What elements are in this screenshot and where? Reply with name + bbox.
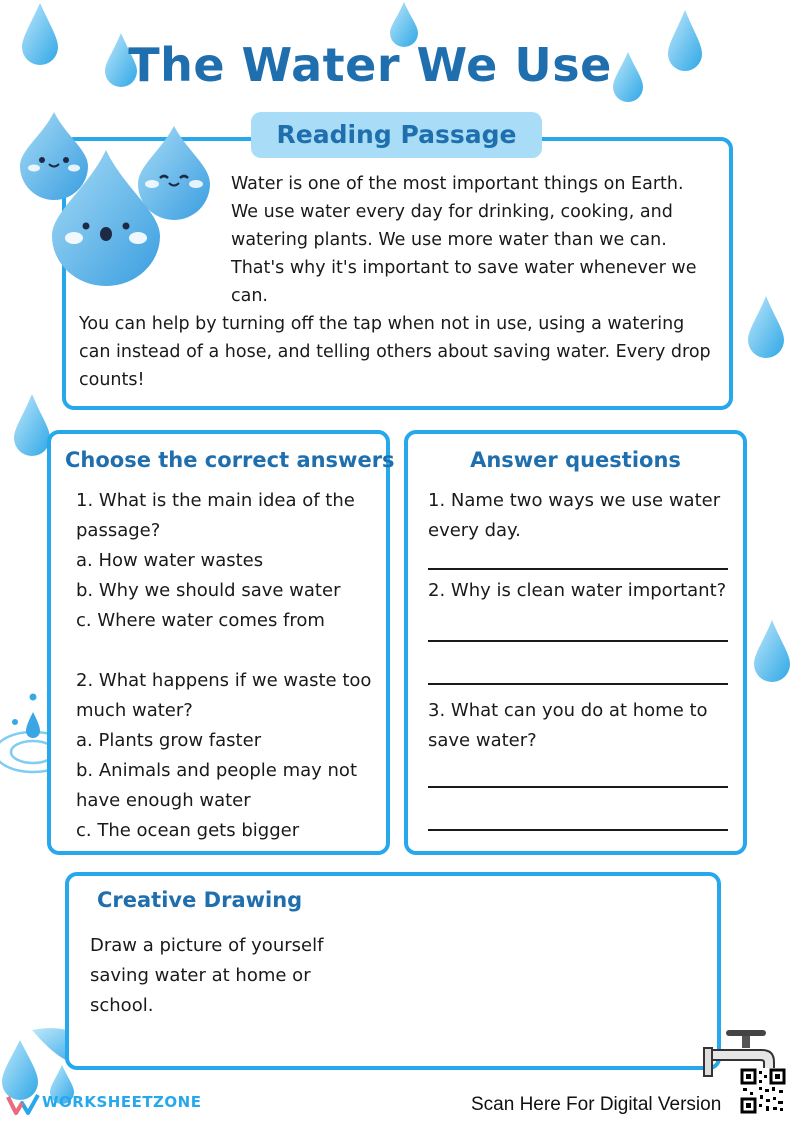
short-answer-heading: Answer questions	[470, 448, 681, 472]
drawing-heading: Creative Drawing	[97, 888, 303, 912]
answer-line[interactable]	[428, 786, 728, 788]
question-2: 2. What happens if we waste too much water?	[76, 670, 372, 721]
scan-caption: Scan Here For Digital Version	[471, 1094, 722, 1115]
answer-line[interactable]	[428, 568, 728, 570]
reading-passage-label: Reading Passage	[251, 112, 542, 158]
q2-option-b[interactable]: b. Animals and people may not have enough water	[76, 760, 357, 811]
short-question-2: 2. Why is clean water important?	[428, 580, 727, 601]
brand-logo-text: WORKSHEETZONE	[42, 1093, 202, 1111]
qr-code-icon[interactable]	[740, 1068, 786, 1114]
drop-icon	[14, 394, 50, 456]
drop-icon	[2, 1040, 38, 1100]
short-question-3: 3. What can you do at home to save water?	[428, 700, 708, 751]
answer-line[interactable]	[428, 683, 728, 685]
short-question-1: 1. Name two ways we use water every day.	[428, 490, 721, 541]
drop-icon	[748, 296, 784, 358]
passage-paragraph-2: You can help by turning off the tap when not in use, using a watering can instead of a hose, and telling others about saving water. Every drop counts!	[79, 314, 711, 390]
q1-option-a[interactable]: a. How water wastes	[76, 550, 264, 571]
drop-icon	[754, 620, 790, 682]
question-1: 1. What is the main idea of the passage?	[76, 490, 355, 541]
answer-line[interactable]	[428, 640, 728, 642]
logo-icon	[6, 1093, 40, 1117]
answer-line[interactable]	[428, 829, 728, 831]
q2-option-a[interactable]: a. Plants grow faster	[76, 730, 262, 751]
q1-option-c[interactable]: c. Where water comes from	[76, 610, 325, 631]
drawing-instruction: Draw a picture of yourself saving water at home or school.	[90, 935, 324, 1016]
page-title: The Water We Use	[128, 38, 612, 92]
multiple-choice-heading: Choose the correct answers	[65, 448, 395, 472]
passage-paragraph-1: Water is one of the most important things on Earth. We use water every day for drinking, cooking, and watering plants. We use more water than we can. That's why it's important to save water whenever we can.	[231, 174, 697, 306]
drop-characters-icon	[14, 108, 214, 288]
q1-option-b[interactable]: b. Why we should save water	[76, 580, 341, 601]
q2-option-c[interactable]: c. The ocean gets bigger	[76, 820, 300, 841]
